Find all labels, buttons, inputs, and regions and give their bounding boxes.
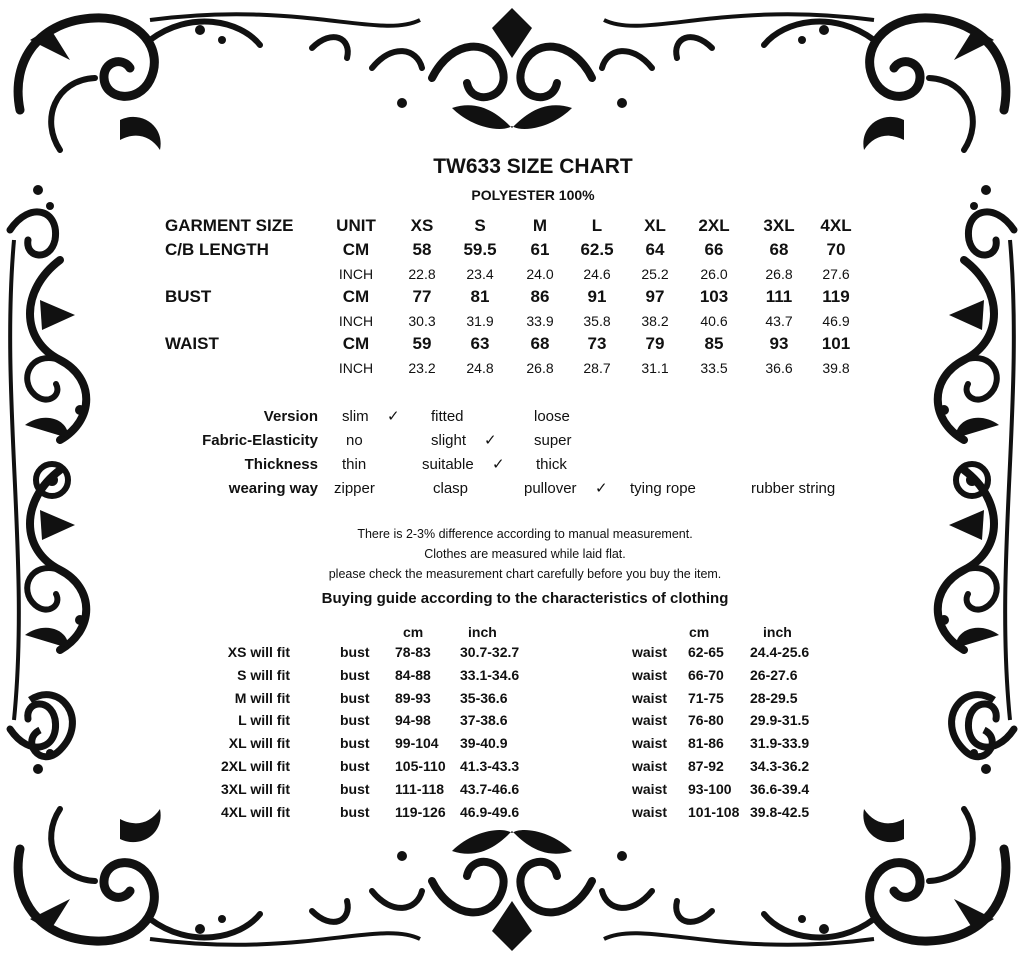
guide-fit-label: L will fit [238,712,290,729]
cm-value: 68 [530,334,550,353]
inch-value: 36.6 [765,360,793,376]
row-cm-unit-0: CM [342,240,370,259]
guide-bust-label: bust [340,644,370,660]
cm-value: 66 [704,240,724,259]
cm-value: 63 [470,334,490,353]
option-fitted: fitted [431,408,464,425]
cm-value: 97 [645,287,665,306]
check-mark-icon: ✓ [492,456,505,473]
guide-waist-cm: 62-65 [688,644,724,660]
guide-bust-cm: 94-98 [395,713,431,728]
cm-value: 101 [821,334,851,353]
guide-waist-cm: 87-92 [688,758,724,774]
guide-title: Buying guide according to the characteristics of clothing [321,590,729,607]
guide-waist-inch: 24.4-25.6 [750,644,810,660]
option-tying-rope: tying rope [630,480,696,497]
header-col-9: 4XL [820,216,852,235]
guide-waist-inch: 36.6-39.4 [750,780,810,797]
inch-value: 39.8 [822,360,850,376]
guide-bust-label: bust [340,666,370,683]
guide-fit-label: 3XL will fit [221,780,290,797]
cm-value: 61 [530,240,550,259]
option-pullover: pullover [524,480,577,497]
guide-waist-label: waist [632,644,668,660]
option-clasp: clasp [433,480,469,497]
header-garment-size: GARMENT SIZE [165,216,294,235]
cm-value: 81 [470,287,490,306]
guide-waist-inch: 29.9-31.5 [750,712,810,729]
guide-bust-cm: 119-126 [395,804,446,819]
cm-value: 93 [769,334,789,353]
cm-value: 86 [530,287,550,306]
guide-waist-cm: 93-100 [688,780,732,797]
cm-value: 85 [704,334,724,353]
inch-value: 23.2 [408,360,436,376]
cm-value: 64 [645,240,665,259]
guide-bust-inch: 33.1-34.6 [460,666,520,683]
guide-fit-label: S will fit [237,666,290,683]
header-col-5: L [591,216,603,235]
guide-waist-inch-header: inch [763,624,792,640]
option-zipper: zipper [334,480,375,497]
cm-value: 70 [826,240,846,259]
cm-value: 68 [769,240,789,259]
check-mark-icon: ✓ [387,408,400,425]
inch-value: 33.9 [526,313,554,329]
guide-fit-label: 4XL will fit [221,803,290,820]
attribute-label: Fabric-Elasticity [202,432,318,449]
guide-waist-inch: 26-27.6 [750,666,798,683]
option-slight: slight [431,432,467,449]
cm-value: 73 [587,334,607,353]
option-thin: thin [342,456,367,473]
inch-value: 26.8 [765,266,793,282]
header-col-3: S [474,216,486,235]
guide-bust-label: bust [340,689,370,706]
cm-value: 59 [412,334,432,353]
guide-waist-label: waist [632,689,668,706]
guide-waist-cm: 71-75 [688,689,724,706]
guide-waist-label: waist [632,780,668,797]
inch-value: 28.7 [583,360,611,376]
row-cm-unit-2: CM [342,334,370,353]
row-inch-unit-1: INCH [338,313,374,329]
inch-value: 38.2 [641,313,669,329]
guide-waist-cm: 76-80 [688,712,724,729]
cm-value: 111 [765,287,793,306]
cm-value: 77 [412,287,432,306]
header-col-2: XS [410,216,434,235]
inch-value: 46.9 [822,313,850,329]
guide-bust-inch: 35-36.6 [460,689,508,706]
guide-waist-label: waist [632,712,668,729]
cm-value: 119 [822,287,850,306]
guide-waist-inch: 39.8-42.5 [750,803,810,820]
check-mark-icon: ✓ [484,432,497,449]
inch-value: 40.6 [700,313,728,329]
inch-value: 26.8 [526,360,554,376]
header-col-8: 3XL [763,216,795,235]
inch-value: 33.5 [700,360,728,376]
guide-waist-cm: 81-86 [688,735,724,752]
inch-value: 24.0 [526,266,554,282]
cm-value: 79 [645,334,665,353]
guide-bust-inch: 46.9-49.6 [460,803,520,820]
row-cm-unit-1: CM [342,287,370,306]
inch-value: 24.6 [583,266,611,282]
guide-waist-inch: 31.9-33.9 [750,735,810,752]
header-col-4: M [532,216,548,235]
option-loose: loose [534,408,570,425]
guide-fit-label: 2XL will fit [221,758,290,774]
guide-waist-label: waist [632,803,668,820]
header-col-7: 2XL [698,216,730,235]
attribute-label: Thickness [244,456,318,473]
check-mark-icon: ✓ [595,480,608,497]
guide-bust-cm: 89-93 [395,690,431,705]
row-label-2: WAIST [165,334,219,353]
guide-bust-label: bust [340,758,370,774]
cm-value: 62.5 [580,240,614,259]
guide-bust-label: bust [340,735,370,752]
option-super: super [534,432,572,449]
inch-value: 27.6 [822,266,850,282]
guide-bust-inch: 43.7-46.6 [460,780,520,797]
attribute-label: Version [263,408,318,425]
header-col-1: UNIT [336,216,376,235]
option-suitable: suitable [422,456,474,473]
note-line-3: please check the measurement chart carefully before you buy the item. [328,567,722,581]
guide-waist-label: waist [632,735,668,752]
guide-bust-label: bust [340,803,370,820]
cm-value: 91 [587,287,607,306]
guide-waist-cm-header: cm [689,624,710,640]
option-rubber-string: rubber string [751,480,836,497]
inch-value: 25.2 [641,266,669,282]
guide-bust-label: bust [340,712,370,729]
guide-waist-inch: 28-29.5 [750,689,798,706]
note-line-1: There is 2-3% difference according to manual measurement. [357,527,693,541]
option-thick: thick [536,456,567,473]
guide-bust-cm: 78-83 [395,645,431,659]
guide-fit-label: XS will fit [227,644,290,660]
guide-waist-cm: 66-70 [688,666,724,683]
inch-value: 43.7 [765,313,793,329]
inch-value: 31.1 [641,360,669,376]
cm-value: 103 [699,287,729,306]
option-slim: slim [342,408,369,425]
inch-value: 26.0 [700,266,728,282]
guide-bust-cm: 111-118 [395,781,445,796]
option-no: no [346,432,363,449]
header-col-6: XL [644,216,666,235]
guide-bust-cm: 99-104 [395,736,439,751]
inch-value: 23.4 [466,266,494,282]
row-label-0: C/B LENGTH [165,240,269,259]
inch-value: 24.8 [466,360,494,376]
inch-value: 30.3 [408,313,436,329]
inch-value: 31.9 [466,313,494,329]
cm-value: 59.5 [463,240,497,259]
inch-value: 22.8 [408,266,436,282]
guide-waist-label: waist [632,666,668,683]
note-line-2: Clothes are measured while laid flat. [424,547,626,561]
guide-bust-inch: 41.3-43.3 [460,758,520,774]
chart-title: TW633 SIZE CHART [433,155,633,178]
cm-value: 58 [412,240,432,259]
guide-waist-inch: 34.3-36.2 [750,758,810,774]
chart-subtitle: POLYESTER 100% [471,187,595,203]
guide-bust-cm-header: cm [403,624,424,640]
row-inch-unit-2: INCH [338,360,374,376]
guide-bust-cm: 84-88 [395,667,431,682]
row-inch-unit-0: INCH [338,266,374,282]
guide-waist-cm: 101-108 [688,803,740,820]
guide-bust-inch-header: inch [468,624,497,640]
attribute-label: wearing way [228,480,318,497]
guide-fit-label: M will fit [234,689,290,706]
guide-fit-label: XL will fit [228,735,290,752]
row-label-1: BUST [165,287,212,306]
guide-bust-inch: 39-40.9 [460,735,508,752]
guide-waist-label: waist [632,758,668,774]
guide-bust-inch: 37-38.6 [460,712,508,729]
inch-value: 35.8 [583,313,611,329]
guide-bust-inch: 30.7-32.7 [460,644,520,660]
guide-bust-cm: 105-110 [395,759,446,773]
guide-bust-label: bust [340,780,370,797]
